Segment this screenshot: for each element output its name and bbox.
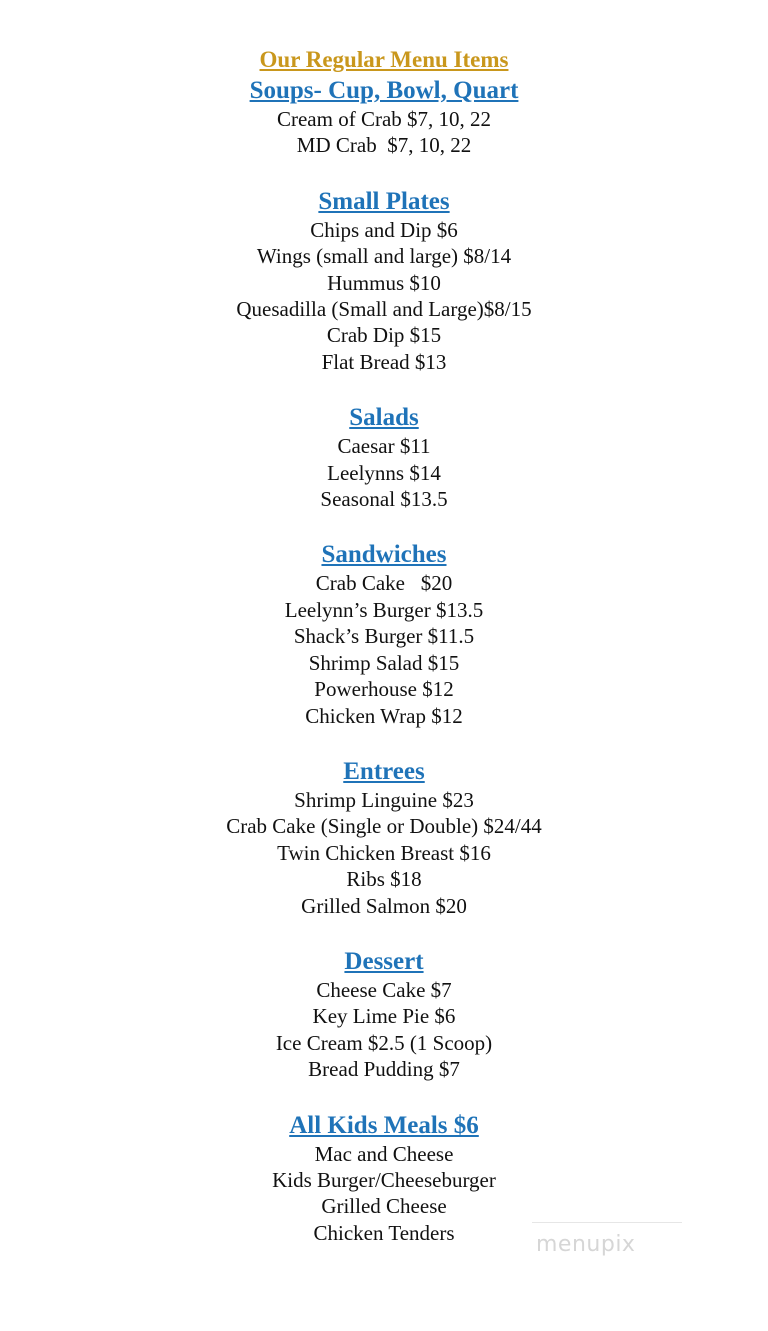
menu-item: Chicken Wrap $12 (305, 703, 463, 728)
section-entrees (0, 757, 768, 919)
menu-title: Our Regular Menu Items (259, 47, 509, 72)
section-heading: Salads (349, 404, 419, 432)
menu-item: Caesar $11 (337, 434, 431, 459)
section-dessert (0, 947, 768, 1083)
menu-item: Ribs $18 (346, 867, 422, 892)
menu-item: Mac and Cheese (314, 1141, 454, 1166)
menu-item: Cream of Crab $7, 10, 22 (276, 107, 492, 131)
menu-item: Cheese Cake $7 (316, 977, 452, 1002)
menu-item: Chips and Dip $6 (310, 217, 458, 242)
menu-item: Bread Pudding $7 (308, 1057, 460, 1082)
menu (0, 44, 768, 1274)
menu-item: Seasonal $13.5 (320, 487, 448, 512)
menu-item: Key Lime Pie $6 (312, 1004, 456, 1029)
menu-item: Shrimp Linguine $23 (294, 787, 474, 812)
menu-item: Crab Cake $20 (315, 571, 453, 596)
watermark (532, 1222, 682, 1272)
section-heading: Soups- Cup, Bowl, Quart (249, 77, 519, 104)
menu-item: Hummus $10 (327, 270, 441, 295)
menu-item: Shrimp Salad $15 (308, 650, 460, 675)
menu-item: Chicken Tenders (313, 1220, 455, 1245)
section-soups (0, 76, 768, 159)
watermark-logo: menupix (536, 1232, 636, 1257)
menu-item: Quesadilla (Small and Large)$8/15 (236, 297, 532, 322)
menu-item: Grilled Salmon $20 (301, 893, 467, 918)
section-small-plates (0, 187, 768, 375)
section-salads (0, 403, 768, 512)
menu-item: Ice Cream $2.5 (1 Scoop) (275, 1030, 493, 1055)
menu-item: Leelynn’s Burger $13.5 (284, 597, 484, 622)
section-heading: Dessert (344, 947, 424, 975)
menu-item: Wings (small and large) $8/14 (256, 244, 512, 269)
menu-item: Powerhouse $12 (314, 677, 454, 702)
section-heading: Entrees (343, 757, 425, 785)
watermark-divider (532, 1222, 682, 1223)
menu-item: Twin Chicken Breast $16 (277, 840, 491, 865)
menu-item: Leelynns $14 (327, 460, 441, 485)
menu-item: Crab Cake (Single or Double) $24/44 (226, 814, 542, 839)
menu-item: Flat Bread $13 (321, 349, 447, 374)
menu-item: MD Crab $7, 10, 22 (296, 133, 472, 158)
menu-item: Shack’s Burger $11.5 (293, 624, 475, 649)
menu-item: Kids Burger/Cheeseburger (272, 1167, 496, 1192)
section-sandwiches (0, 540, 768, 728)
menu-item: Crab Dip $15 (326, 323, 442, 348)
section-heading: All Kids Meals $6 (289, 1111, 479, 1139)
section-heading: Small Plates (318, 187, 450, 215)
menu-item: Grilled Cheese (321, 1194, 447, 1219)
section-heading: Sandwiches (321, 541, 447, 569)
